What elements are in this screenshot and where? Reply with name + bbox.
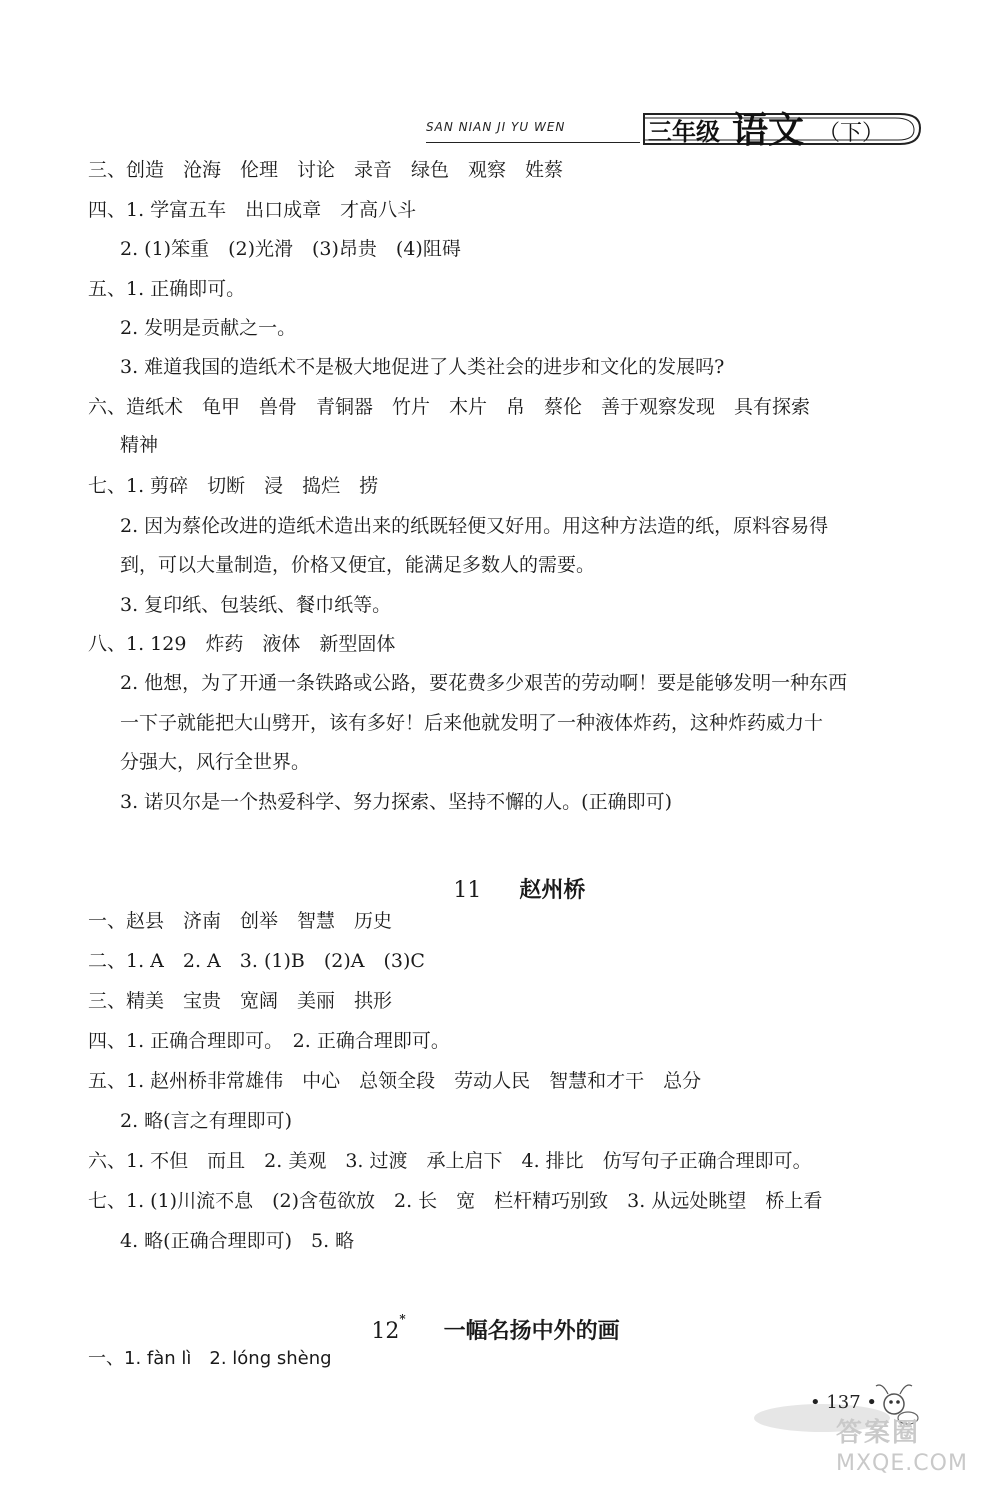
volume-label: （下） bbox=[818, 121, 885, 146]
answer-line: 三、创造 沧海 伦理 讨论 录音 绿色 观察 姓蔡 bbox=[88, 159, 564, 181]
answer-line: 分强大，风行全世界。 bbox=[120, 751, 311, 773]
section-heading-11 bbox=[438, 847, 585, 904]
answer-line: 3. 难道我国的造纸术不是极大地促进了人类社会的进步和文化的发展吗? bbox=[120, 356, 725, 378]
answer-line: 精神 bbox=[120, 434, 159, 456]
answer-line: 六、造纸术 龟甲 兽骨 青铜器 竹片 木片 帛 蔡伦 善于观察发现 具有探索 bbox=[88, 396, 811, 418]
answer-line: 二、1. A 2. A 3. (1)B (2)A (3)C bbox=[88, 950, 425, 972]
section-number: 12 bbox=[371, 1319, 400, 1344]
header-rule bbox=[426, 142, 640, 143]
grade-label: 三年级 bbox=[648, 118, 720, 146]
section-number: 11 bbox=[453, 878, 482, 903]
answer-line: 3. 诺贝尔是一个热爱科学、努力探索、坚持不懈的人。(正确即可) bbox=[120, 791, 672, 813]
answer-line: 一、赵县 济南 创举 智慧 历史 bbox=[88, 910, 393, 932]
section-title: 赵州桥 bbox=[519, 877, 586, 903]
answer-line: 五、1. 正确即可。 bbox=[88, 278, 246, 300]
section-title: 一幅名扬中外的画 bbox=[443, 1318, 620, 1344]
answer-line: 4. 略(正确合理即可) 5. 略 bbox=[120, 1230, 355, 1252]
watermark-logo: 答案圈 bbox=[836, 1418, 921, 1448]
page-number: • 137 • bbox=[810, 1392, 878, 1413]
header-pinyin: SAN NIAN JI YU WEN bbox=[426, 120, 566, 134]
answer-line: 七、1. (1)川流不息 (2)含苞欲放 2. 长 宽 栏杆精巧别致 3. 从远处眺望 桥上看 bbox=[88, 1190, 823, 1212]
watermark bbox=[836, 1412, 1000, 1488]
answer-line: 2. (1)笨重 (2)光滑 (3)昂贵 (4)阻碍 bbox=[120, 238, 461, 260]
answer-line: 2. 他想，为了开通一条铁路或公路，要花费多少艰苦的劳动啊！要是能够发明一种东西 bbox=[120, 672, 848, 694]
answer-line: 2. 因为蔡伦改进的造纸术造出来的纸既轻便又好用。用这种方法造的纸，原料容易得 bbox=[120, 515, 829, 537]
answer-line: 四、1. 学富五车 出口成章 才高八斗 bbox=[88, 199, 417, 221]
answer-line: 3. 复印纸、包装纸、餐巾纸等。 bbox=[120, 594, 392, 616]
answer-line: 六、1. 不但 而且 2. 美观 3. 过渡 承上启下 4. 排比 仿写句子正确合理即可。 bbox=[88, 1150, 812, 1172]
answer-line: 一下子就能把大山劈开，该有多好！后来他就发明了一种液体炸药，这种炸药威力十 bbox=[120, 712, 824, 734]
watermark-url: MXQE.COM bbox=[836, 1451, 968, 1476]
answer-line: 到，可以大量制造，价格又便宜，能满足多数人的需要。 bbox=[120, 554, 596, 576]
answer-line: 三、精美 宝贵 宽阔 美丽 拱形 bbox=[88, 990, 393, 1012]
answer-line: 2. 略(言之有理即可) bbox=[120, 1110, 292, 1132]
header-logo bbox=[640, 104, 922, 148]
answer-line: 四、1. 正确合理即可。 2. 正确合理即可。 bbox=[88, 1030, 450, 1052]
answer-line: 一、1. fàn lì 2. lóng shèng bbox=[88, 1348, 332, 1369]
subject-label: 语文 bbox=[732, 109, 805, 148]
optional-mark: * bbox=[399, 1312, 406, 1326]
answer-line: 八、1. 129 炸药 液体 新型固体 bbox=[88, 633, 396, 655]
answer-line: 2. 发明是贡献之一。 bbox=[120, 317, 297, 339]
answer-line: 五、1. 赵州桥非常雄伟 中心 总领全段 劳动人民 智慧和才干 总分 bbox=[88, 1070, 702, 1092]
section-heading-12 bbox=[356, 1288, 620, 1345]
answer-line: 七、1. 剪碎 切断 浸 捣烂 捞 bbox=[88, 475, 379, 497]
